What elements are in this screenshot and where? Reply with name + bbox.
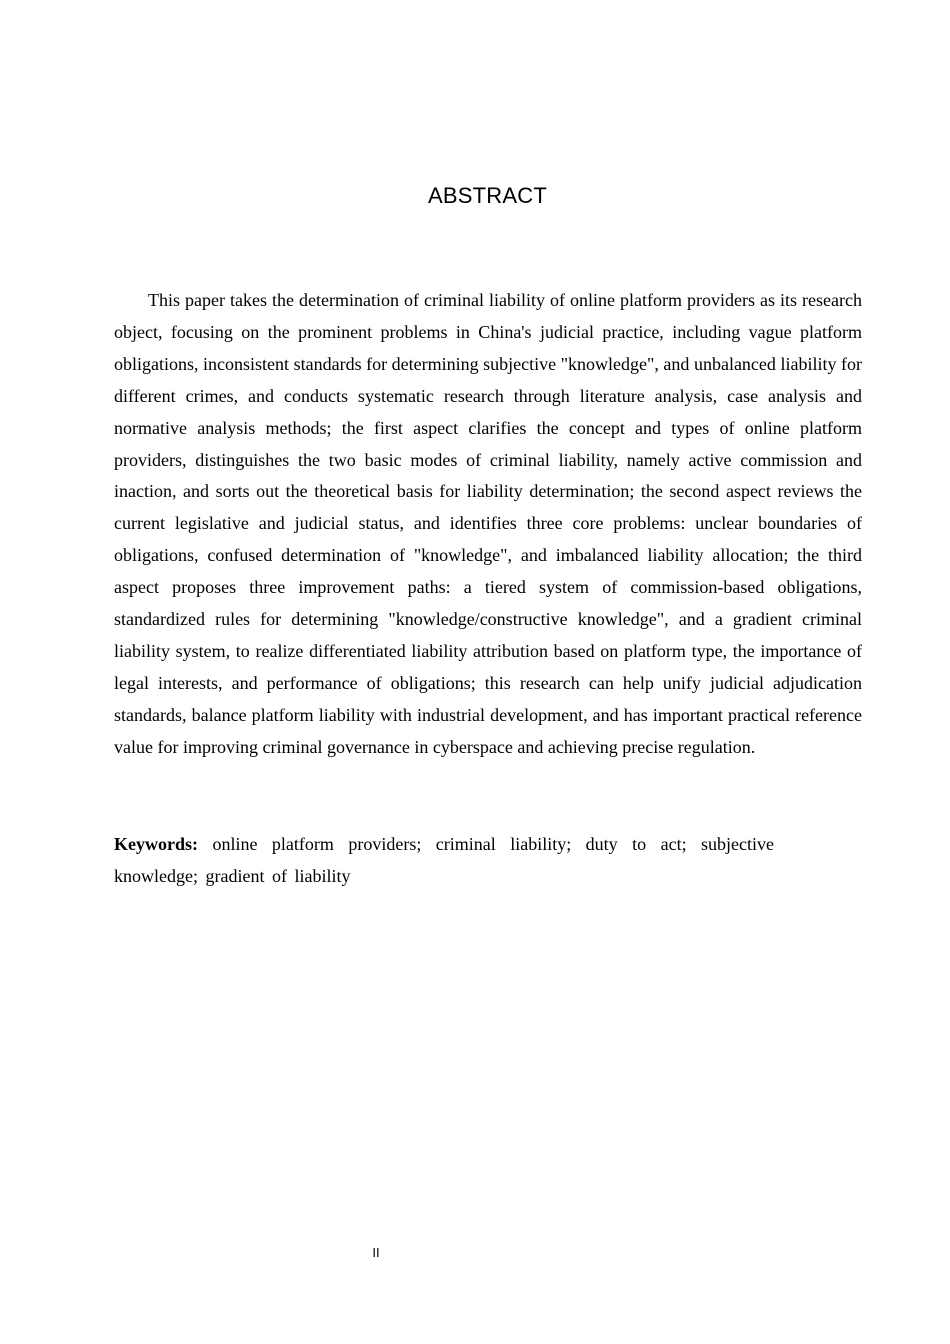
abstract-paragraph: This paper takes the determination of criminal liability of online platform providers as its research object, focusing on the prominent problems in China's judicial practice, including vague platform obligations, inconsistent standards for determining subjective "knowledge", and unbalanced liability for different crimes, and conducts systematic research through literature analysis, case analysis and normative analysis methods; the first aspect clarifies the concept and types of online platform providers, distinguishes the two basic modes of criminal liability, namely active commission and inaction, and sorts out the theoretical basis for liability determination; the second aspect reviews the current legislative and judicial status, and identifies three core problems: unclear boundaries of obligations, confused determination of "knowledge", and imbalanced liability allocation; the third aspect proposes three improvement paths: a tiered system of commission-based obligations, standardized rules for determining "knowledge/constructive knowledge", and a gradient criminal liability system, to realize differentiated liability attribution based on platform type, the importance of legal interests, and performance of obligations; this research can help unify judicial adjudication standards, balance platform liability with industrial development, and has important practical reference value for improving criminal governance in cyberspace and achieving precise regulation. [114, 290, 862, 757]
page-number: II [372, 1245, 380, 1260]
abstract-heading: ABSTRACT [428, 183, 547, 208]
keywords-line [114, 828, 774, 892]
keywords-list: online platform providers; criminal liability; duty to act; subjective knowledge; gradient of liability [114, 834, 775, 886]
keywords-label: Keywords: [114, 834, 198, 854]
